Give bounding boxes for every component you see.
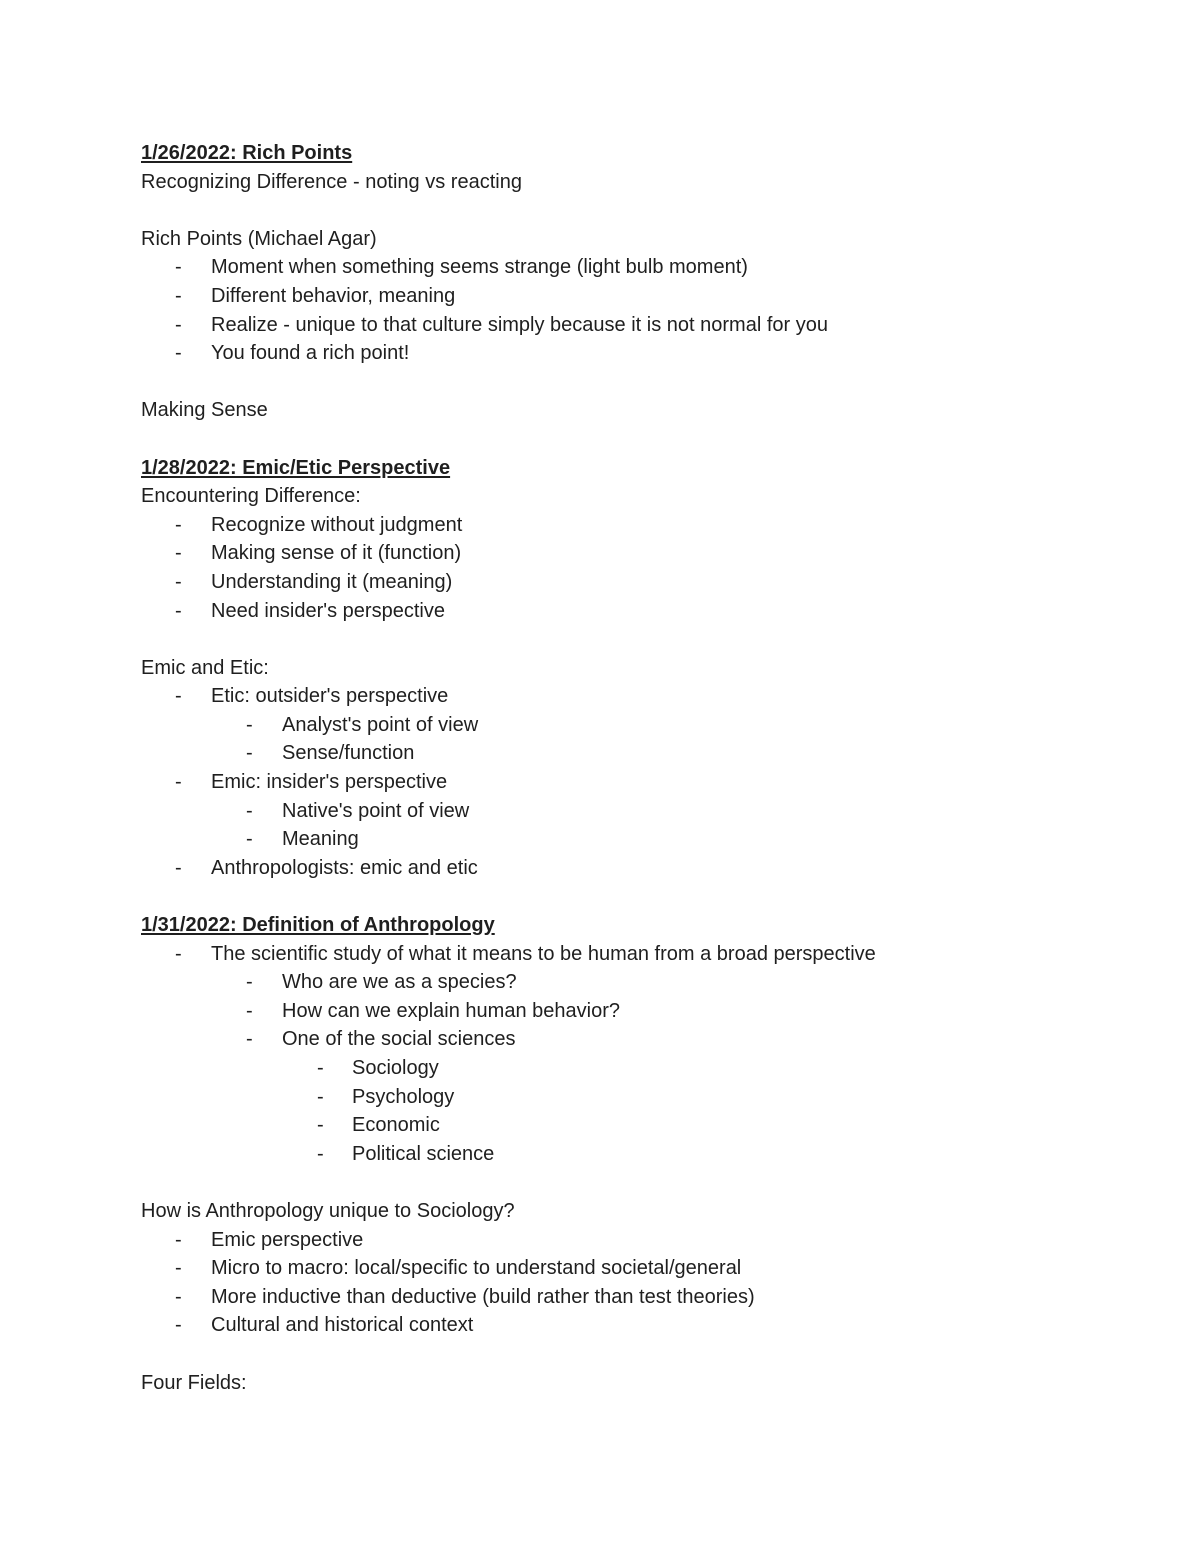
spacer (141, 1168, 1121, 1197)
section-closing: Making Sense (141, 399, 268, 422)
list-item-nested: - Analyst's point of view (246, 713, 479, 736)
list-item: - Moment when something seems strange (light bulb moment) (175, 256, 748, 279)
section-closing: Four Fields: (141, 1371, 247, 1394)
list-item: - Micro to macro: local/specific to understand societal/general (175, 1257, 742, 1280)
list-item: - Recognize without judgment (175, 513, 463, 536)
spacer (141, 625, 1121, 654)
list-item-nested: - Meaning (246, 828, 359, 851)
spacer (141, 1340, 1121, 1369)
section-intro: Encountering Difference: (141, 485, 361, 508)
spacer (141, 425, 1121, 454)
spacer (141, 368, 1121, 397)
section-heading-emic-etic: 1/28/2022: Emic/Etic Perspective (141, 456, 451, 479)
document-body (141, 139, 1121, 1397)
list-item: - Anthropologists: emic and etic (175, 856, 478, 879)
subsection-title: Rich Points (Michael Agar) (141, 227, 377, 250)
list-item: - Cultural and historical context (175, 1314, 474, 1337)
section-heading-rich-points: 1/26/2022: Rich Points (141, 142, 353, 164)
list-item-nested-deep: - Psychology (317, 1085, 455, 1108)
list-item: - Realize - unique to that culture simply because it is not normal for you (175, 313, 828, 336)
list-item-nested: - Who are we as a species? (246, 971, 517, 994)
list-item-nested: - Sense/function (246, 742, 415, 765)
spacer (141, 196, 1121, 225)
subsection-title: How is Anthropology unique to Sociology? (141, 1199, 515, 1222)
list-item-nested: - One of the social sciences (246, 1028, 516, 1051)
list-item: - Need insider's perspective (175, 599, 445, 622)
list-item: - Making sense of it (function) (175, 542, 462, 565)
list-item: - You found a rich point! (175, 342, 410, 365)
list-item: - More inductive than deductive (build rather than test theories) (175, 1285, 755, 1308)
list-item: - Emic perspective (175, 1228, 364, 1251)
list-item-nested-deep: - Political science (317, 1142, 495, 1165)
section-intro: Recognizing Difference - noting vs reacting (141, 170, 522, 193)
list-item: - Etic: outsider's perspective (175, 685, 449, 708)
list-item: - Emic: insider's perspective (175, 771, 448, 794)
list-item-nested-deep: - Sociology (317, 1057, 439, 1079)
list-item: - The scientific study of what it means to be human from a broad perspective (175, 942, 876, 965)
list-item-nested-deep: - Economic (317, 1114, 440, 1137)
list-item-nested: - How can we explain human behavior? (246, 999, 620, 1022)
spacer (141, 882, 1121, 911)
list-item: - Understanding it (meaning) (175, 570, 453, 593)
list-item: - Different behavior, meaning (175, 284, 456, 307)
list-item-nested: - Native's point of view (246, 799, 470, 822)
subsection-title: Emic and Etic: (141, 656, 269, 679)
section-heading-definition: 1/31/2022: Definition of Anthropology (141, 914, 495, 937)
